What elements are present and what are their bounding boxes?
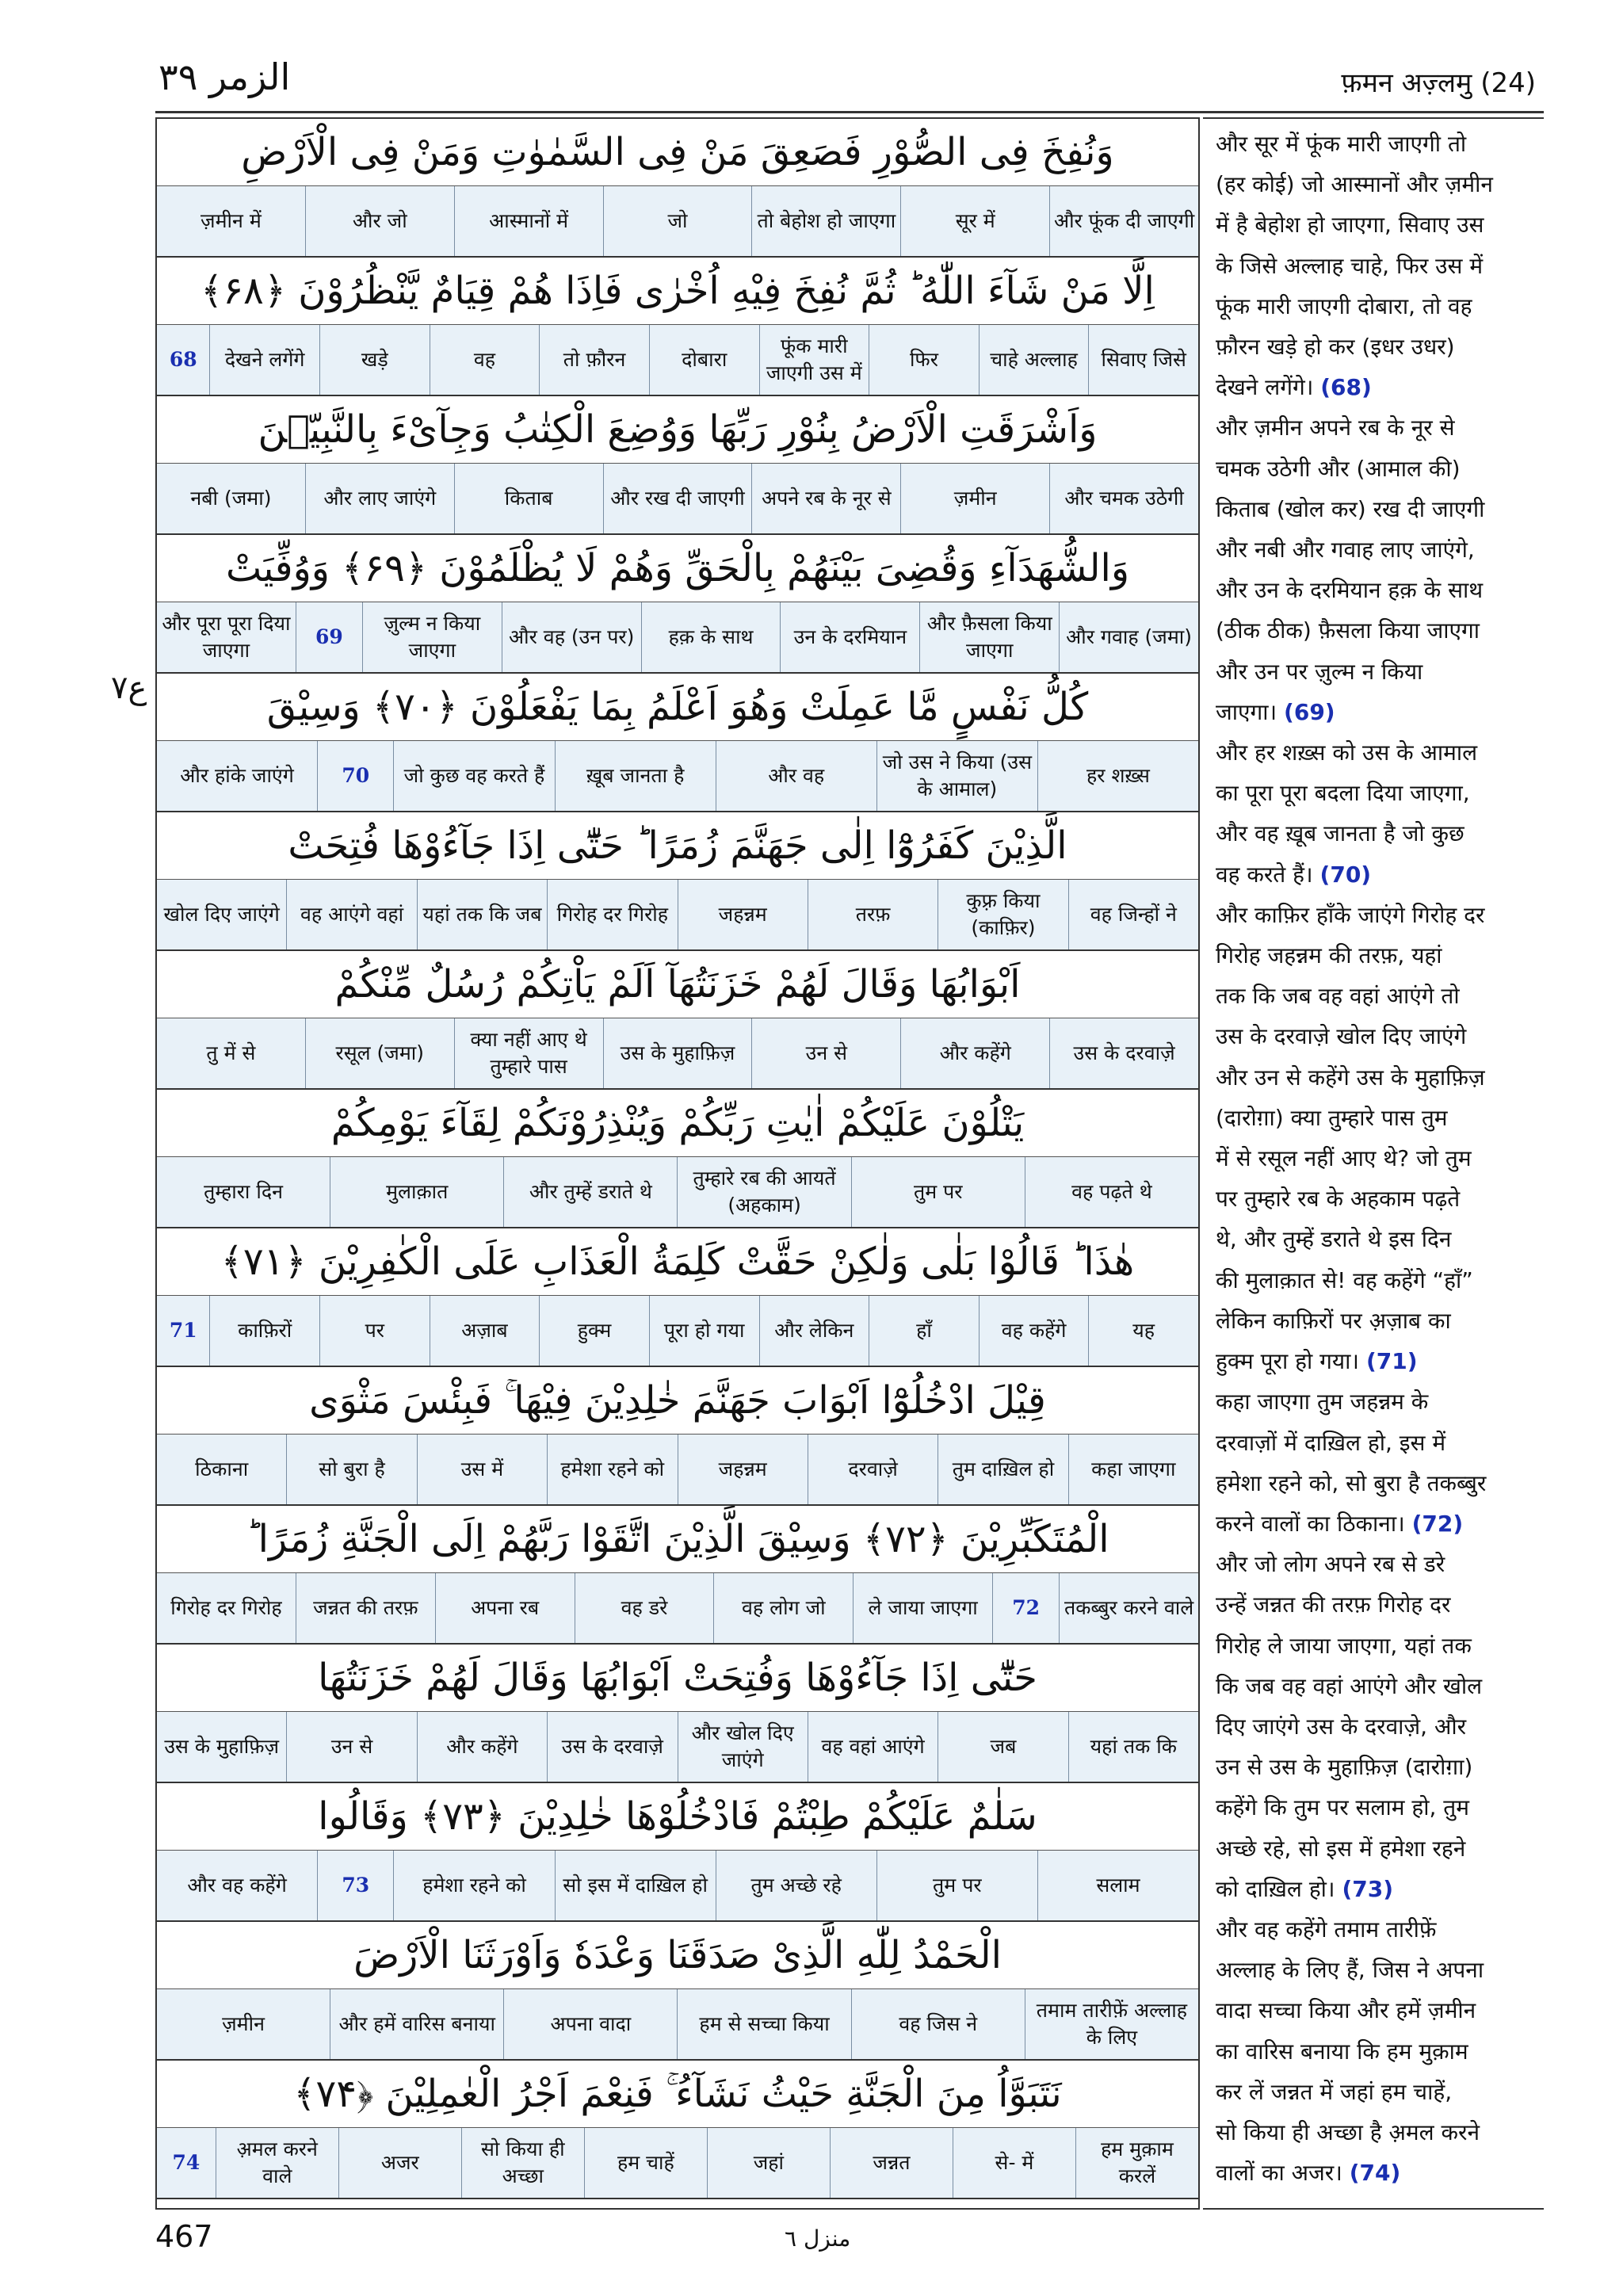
word-meaning-cell: और पूरा पूरा दिया जाएगा (162, 612, 291, 662)
arabic-verse-line: الْحَمْدُ لِلّٰهِ الَّذِىْ صَدَقَنَا وَعْدَهٗ وَاَوْرَثَنَا الْاَرْضَ (157, 1922, 1198, 1989)
translation-line: सो किया ही अच्छा है अ़मल करने (1216, 2118, 1480, 2145)
translation-line: वालों का अजर। (74) (1216, 2160, 1401, 2187)
word-meaning-cell: नबी (जमा) (190, 487, 272, 510)
translation-line: में है बेहोश हो जाएगा, सिवाए उस (1216, 212, 1484, 239)
word-translation-row (157, 1157, 1198, 1228)
word-meaning-cell: वह पढ़ते थे (1025, 1157, 1198, 1227)
verse-number-cell: 73 (317, 1851, 393, 1920)
word-meaning-cell: जो कुछ वह करते हैं (393, 741, 554, 811)
header-rule (155, 111, 1544, 113)
translation-line: कर लें जन्नत में जहां हम चाहें, (1216, 2078, 1453, 2105)
word-meaning-cell: और हमें वारिस बनाया (330, 1989, 503, 2059)
translation-line: तक कि जब वह वहां आएंगे तो (1216, 983, 1460, 1010)
word-meaning-cell: वह लोग जो (713, 1573, 853, 1643)
translation-line: गिरोह ले जाया जाएगा, यहां तक (1216, 1632, 1472, 1659)
word-meaning-cell: तो बेहोश हो जाएगा (751, 186, 900, 256)
word-meaning-cell: उस के दरवाज़े (547, 1712, 677, 1782)
translation-line: अल्लाह के लिए हैं, जिस ने अपना (1216, 1957, 1484, 1984)
word-meaning-cell: ज़मीन (900, 464, 1049, 533)
translation-line: और हर शख़्स को उस के आमाल (1216, 739, 1478, 766)
manzil-label: منزل ٦ (785, 2225, 851, 2252)
word-meaning-cell: सो बुरा है (286, 1435, 416, 1504)
translation-line: और वह कहेंगे तमाम तारीफ़ें (1216, 1916, 1437, 1943)
word-meaning-cell: काफ़िरों (209, 1296, 319, 1366)
word-meaning-cell: सलाम (1037, 1851, 1198, 1920)
translation-line: दिए जाएंगे उस के दरवाज़े, और (1216, 1713, 1467, 1740)
word-translation-row (157, 1851, 1198, 1922)
word-translation-row (157, 2128, 1198, 2199)
translation-line: कहेंगे कि तुम पर सलाम हो, तुम (1216, 1794, 1469, 1821)
word-meaning-cell: अपना वादा (503, 1989, 677, 2059)
translation-line: कि जब वह वहां आएंगे और खोल (1216, 1672, 1483, 1699)
word-meaning-cell: जन्नत (830, 2128, 953, 2198)
arabic-verse-line: الْمُتَكَبِّرِيْنَ ﴿۷۲﴾ وَسِيْقَ الَّذِيْنَ اتَّقَوْا رَبَّهُمْ اِلَى الْجَنَّةِ زُمَرًا ؕ (157, 1506, 1198, 1573)
word-meaning-cell: वह जिन्हों ने (1068, 880, 1198, 949)
word-meaning-cell: यहां तक कि जब (417, 880, 547, 949)
translation-line: के जिसे अल्लाह चाहे, फिर उस में (1216, 252, 1484, 279)
juz-header: फ़मन अज़्लमु (24) (1341, 67, 1536, 99)
word-meaning-cell: तुम पर (851, 1157, 1025, 1227)
word-translation-row (157, 325, 1198, 396)
translation-line: हुक्म पूरा हो गया। (71) (1216, 1348, 1418, 1375)
word-meaning-cell: वह जिस ने (851, 1989, 1025, 2059)
word-meaning-cell: मुलाक़ात (330, 1157, 503, 1227)
word-meaning-cell: उन के दरमियान (780, 602, 919, 672)
word-meaning-cell: ज़ुल्म न किया जाएगा (362, 602, 502, 672)
translation-line: उस के दरवाज़े खोल दिए जाएंगे (1216, 1023, 1467, 1050)
translation-line: पर तुम्हारे रब के अहकाम पढ़ते (1216, 1186, 1461, 1213)
word-meaning-cell: और लाए जाएंगे (305, 464, 454, 533)
word-meaning-cell: दोबारा (649, 325, 759, 395)
translation-line: लेकिन काफ़िरों पर अ़ज़ाब का (1216, 1307, 1451, 1334)
word-meaning-cell: जो उस ने किया (उस के आमाल) (876, 741, 1037, 811)
word-translation-row (157, 880, 1198, 951)
word-by-word-grid (155, 117, 1200, 2210)
word-meaning-cell: तमाम तारीफ़ें अल्लाह के लिए (1025, 1989, 1198, 2059)
word-meaning-cell: कहा जाएगा (1068, 1435, 1198, 1504)
verse-number-cell: 74 (172, 2151, 200, 2174)
word-meaning-cell: उस के मुहाफ़िज़ (603, 1018, 752, 1088)
word-translation-row (157, 1712, 1198, 1783)
word-translation-row (157, 1296, 1198, 1367)
word-translation-row (157, 1435, 1198, 1506)
word-meaning-cell: हम चाहें (584, 2128, 707, 2198)
word-meaning-cell: यह (1088, 1296, 1198, 1366)
word-meaning-cell: सिवाए जिसे (1088, 325, 1198, 395)
verse-number-cell: 69 (296, 602, 362, 672)
word-meaning-cell: और कहेंगे (900, 1018, 1049, 1088)
translation-line: (दारोग़ा) क्या तुम्हारे पास तुम (1216, 1104, 1448, 1131)
word-meaning-cell: और चमक उठेगी (1049, 464, 1198, 533)
word-meaning-cell: अजर (338, 2128, 461, 2198)
arabic-verse-line: سَلٰمٌ عَلَيْكُمْ طِبْتُمْ فَادْخُلُوْهَا خٰلِدِيْنَ ﴿۷۳﴾ وَقَالُوا (157, 1783, 1198, 1851)
translation-line: चमक उठेगी और (आमाल की) (1216, 455, 1461, 482)
translation-line: और जो लोग अपने रब से डरे (1216, 1551, 1445, 1578)
word-meaning-cell: और वह (उन पर) (502, 602, 641, 672)
arabic-verse-line: اَبْوَابُهَا وَقَالَ لَهُمْ خَزَنَتُهَآ اَلَمْ يَاْتِكُمْ رُسُلٌ مِّنْكُمْ (157, 951, 1198, 1018)
word-meaning-cell: और गवाह (जमा) (1059, 602, 1198, 672)
word-meaning-cell: फूंक मारी जाएगी उस में (759, 325, 869, 395)
word-meaning-cell: अपना रब (435, 1573, 575, 1643)
word-meaning-cell: हक़ के साथ (641, 602, 781, 672)
word-meaning-cell: ठिकाना (195, 1457, 249, 1480)
word-translation-row (157, 464, 1198, 535)
word-meaning-cell: तु में से (206, 1041, 256, 1064)
arabic-verse-line: وَاَشْرَقَتِ الْاَرْضُ بِنُوْرِ رَبِّهَا وَوُضِعَ الْكِتٰبُ وَجِآىْءَ بِالنَّبِيّٖنَ (157, 396, 1198, 464)
word-meaning-cell: तुम अच्छे रहे (716, 1851, 876, 1920)
word-meaning-cell: अपने रब के नूर से (751, 464, 900, 533)
word-meaning-cell: अ़मल करने वाले (216, 2128, 338, 2198)
translation-line: वह करते हैं। (70) (1216, 861, 1372, 888)
word-meaning-cell: और रख दी जाएगी (603, 464, 752, 533)
word-translation-row (157, 1573, 1198, 1645)
word-meaning-cell: हम मुक़ाम करलें (1075, 2128, 1198, 2198)
word-meaning-cell: उस के दरवाज़े (1049, 1018, 1198, 1088)
verse-number-cell: 68 (169, 348, 197, 371)
arabic-verse-line: يَتْلُوْنَ عَلَيْكُمْ اٰيٰتِ رَبِّكُمْ وَيُنْذِرُوْنَكُمْ لِقَآءَ يَوْمِكُمْ (157, 1090, 1198, 1157)
translation-line: और ज़मीन अपने रब के नूर से (1216, 415, 1455, 441)
word-meaning-cell: और लेकिन (759, 1296, 869, 1366)
translation-line: कहा जाएगा तुम जहन्नम के (1216, 1389, 1429, 1415)
translation-line: फ़ौरन खड़े हो कर (इधर उधर) (1216, 334, 1455, 361)
translation-column (1203, 117, 1544, 2210)
page-number: 467 (155, 2219, 213, 2254)
word-meaning-cell: ख़ूब जानता है (555, 741, 716, 811)
word-meaning-cell: पूरा हो गया (649, 1296, 759, 1366)
word-meaning-cell: हमेशा रहने को (393, 1851, 554, 1920)
arabic-verse-line: كُلُّ نَفْسٍ مَّا عَمِلَتْ وَهُوَ اَعْلَمُ بِمَا يَفْعَلُوْنَ ﴿۷۰﴾ وَسِيْقَ (157, 674, 1198, 741)
translation-line: और नबी और गवाह लाए जाएंगे, (1216, 537, 1475, 563)
word-meaning-cell: सो किया ही अच्छा (461, 2128, 584, 2198)
word-meaning-cell: तुम्हारा दिन (204, 1180, 283, 1203)
translation-line: उन्हें जन्नत की तरफ़ गिरोह दर (1216, 1591, 1451, 1618)
translation-line: और उन पर ज़ुल्म न किया (1216, 658, 1423, 685)
translation-line: और उन से कहेंगे उस के मुहाफ़िज़ (1216, 1064, 1485, 1091)
word-meaning-cell: तुम पर (876, 1851, 1037, 1920)
word-meaning-cell: जहां (707, 2128, 830, 2198)
word-meaning-cell: और वह (716, 741, 876, 811)
word-meaning-cell: गिरोह दर गिरोह (547, 880, 677, 949)
word-meaning-cell: किताब (454, 464, 603, 533)
word-meaning-cell: दरवाज़े (808, 1435, 938, 1504)
word-meaning-cell: हुक्म (539, 1296, 649, 1366)
translation-line: और काफ़िर हाँके जाएंगे गिरोह दर (1216, 901, 1485, 928)
word-meaning-cell: ज़मीन में (200, 209, 262, 232)
word-meaning-cell: से- में (953, 2128, 1075, 2198)
word-meaning-cell: और जो (305, 186, 454, 256)
word-translation-row (157, 1018, 1198, 1090)
translation-line: और उन के दरमियान हक़ के साथ (1216, 577, 1484, 604)
word-meaning-cell: वह (430, 325, 540, 395)
arabic-verse-line: اِلَّا مَنْ شَآءَ اللّٰهُ ؕ ثُمَّ نُفِخَ فِيْهِ اُخْرٰى فَاِذَا هُمْ قِيَامٌ يَّنْظُرُوْنَ ﴿۶۸﴾ (157, 258, 1198, 325)
translation-line: और सूर में फूंक मारी जाएगी तो (1216, 131, 1467, 157)
translation-line: को दाख़िल हो। (73) (1216, 1875, 1394, 1902)
word-meaning-cell: उस में (417, 1435, 547, 1504)
word-meaning-cell: पर (319, 1296, 430, 1366)
word-meaning-cell: फिर (869, 325, 979, 395)
word-meaning-cell: जहन्नम (678, 880, 808, 949)
translation-line: में से रसूल नहीं आए थे? जो तुम (1216, 1145, 1472, 1172)
word-meaning-cell: ज़मीन (222, 2012, 265, 2035)
word-meaning-cell: उस के मुहाफ़िज़ (164, 1735, 280, 1758)
word-meaning-cell: और फूंक दी जाएगी (1049, 186, 1198, 256)
word-meaning-cell: तुम्हारे रब की आयतें (अहकाम) (677, 1157, 850, 1227)
word-meaning-cell: देखने लगेंगे (209, 325, 319, 395)
word-meaning-cell: जन्नत की तरफ़ (296, 1573, 435, 1643)
translation-line: की मुलाक़ात से! वह कहेंगे “हाँ” (1216, 1266, 1473, 1293)
word-meaning-cell: तो फ़ौरन (539, 325, 649, 395)
arabic-verse-line: قِيْلَ ادْخُلُوْٓا اَبْوَابَ جَهَنَّمَ خٰلِدِيْنَ فِيْهَا ۚ فَبِئْسَ مَثْوَى (157, 1367, 1198, 1435)
word-translation-row (157, 741, 1198, 812)
translation-line: फूंक मारी जाएगी दोबारा, तो वह (1216, 292, 1472, 319)
word-meaning-cell: वह वहां आएंगे (808, 1712, 938, 1782)
translation-line: थे, और तुम्हें डराते थे इस दिन (1216, 1226, 1452, 1253)
word-translation-row (157, 186, 1198, 258)
word-meaning-cell: जब (938, 1712, 1067, 1782)
word-meaning-cell: उन से (751, 1018, 900, 1088)
word-meaning-cell: रसूल (जमा) (305, 1018, 454, 1088)
word-meaning-cell: गिरोह दर गिरोह (170, 1596, 282, 1619)
word-meaning-cell: जहन्नम (678, 1435, 808, 1504)
translation-line: देखने लगेंगे। (68) (1216, 374, 1372, 401)
word-meaning-cell: वह डरे (575, 1573, 714, 1643)
word-meaning-cell: आस्मानों में (454, 186, 603, 256)
verse-number-cell: 72 (992, 1573, 1059, 1643)
word-meaning-cell: और तुम्हें डराते थे (503, 1157, 677, 1227)
translation-line: वादा सच्चा किया और हमें ज़मीन (1216, 1997, 1476, 2024)
translation-line: (हर कोई) जो आस्मानों और ज़मीन (1216, 171, 1493, 198)
arabic-verse-line: وَالشُّهَدَآءِ وَقُضِىَ بَيْنَهُمْ بِالْحَقِّ وَهُمْ لَا يُظْلَمُوْنَ ﴿۶۹﴾ وَوُفِّيَتْ (157, 535, 1198, 602)
translation-line: दरवाज़ों में दाख़िल हो, इस में (1216, 1429, 1446, 1456)
translation-line: किताब (खोल कर) रख दी जाएगी (1216, 495, 1485, 522)
word-meaning-cell: क्या नहीं आए थे तुम्हारे पास (454, 1018, 603, 1088)
word-meaning-cell: कुफ़्र किया (काफ़िर) (938, 880, 1067, 949)
translation-line: जाएगा। (69) (1216, 698, 1335, 725)
translation-line: हमेशा रहने को, सो बुरा है तकब्बुर (1216, 1469, 1487, 1496)
word-meaning-cell: वह कहेंगे (979, 1296, 1089, 1366)
translation-line: गिरोह जहन्नम की तरफ़, यहां (1216, 942, 1442, 969)
translation-line: का वारिस बनाया कि हम मुक़ाम (1216, 2038, 1468, 2065)
arabic-verse-line: نَتَبَوَّاُ مِنَ الْجَنَّةِ حَيْثُ نَشَآءُ ۚ فَنِعْمَ اَجْرُ الْعٰمِلِيْنَ ﴿۷۴﴾ (157, 2061, 1198, 2128)
word-meaning-cell: हर शख़्स (1037, 741, 1198, 811)
translation-line: (ठीक ठीक) फ़ैसला किया जाएगा (1216, 617, 1480, 644)
surah-header: الزمر ٣٩ (158, 55, 291, 98)
word-meaning-cell: खड़े (319, 325, 430, 395)
translation-line: और वह ख़ूब जानता है जो कुछ (1216, 820, 1465, 847)
arabic-verse-line: وَنُفِخَ فِى الصُّوْرِ فَصَعِقَ مَنْ فِى السَّمٰوٰتِ وَمَنْ فِى الْاَرْضِ (157, 119, 1198, 186)
word-meaning-cell: और कहेंगे (417, 1712, 547, 1782)
verse-number-cell: 71 (169, 1319, 197, 1342)
word-meaning-cell: और वह कहेंगे (187, 1874, 287, 1897)
ruku-mark: ع٧ (111, 670, 147, 706)
arabic-verse-line: هٰذَا ؕ قَالُوْا بَلٰى وَلٰكِنْ حَقَّتْ كَلِمَةُ الْعَذَابِ عَلَى الْكٰفِرِيْنَ ﴿۷۱﴾ (157, 1228, 1198, 1296)
verse-number-cell: 70 (317, 741, 393, 811)
arabic-verse-line: حَتّٰٓى اِذَا جَآءُوْهَا وَفُتِحَتْ اَبْوَابُهَا وَقَالَ لَهُمْ خَزَنَتُهَا (157, 1645, 1198, 1712)
arabic-verse-line: الَّذِيْنَ كَفَرُوْٓا اِلٰى جَهَنَّمَ زُمَرًا ؕ حَتّٰٓى اِذَا جَآءُوْهَا فُتِحَتْ (157, 812, 1198, 880)
word-meaning-cell: वह आएंगे वहां (286, 880, 416, 949)
word-meaning-cell: तकब्बुर करने वाले (1059, 1573, 1198, 1643)
word-translation-row (157, 602, 1198, 674)
word-meaning-cell: तरफ़ (808, 880, 938, 949)
word-meaning-cell: अज़ाब (430, 1296, 540, 1366)
word-meaning-cell: ले जाया जाएगा (853, 1573, 992, 1643)
word-meaning-cell: यहां तक कि (1068, 1712, 1198, 1782)
word-meaning-cell: और हांके जाएंगे (180, 764, 294, 787)
translation-line: अच्छे रहे, सो इस में हमेशा रहने (1216, 1835, 1466, 1862)
word-meaning-cell: तुम दाख़िल हो (938, 1435, 1067, 1504)
word-meaning-cell: उन से (286, 1712, 416, 1782)
word-meaning-cell: जो (603, 186, 752, 256)
word-meaning-cell: सो इस में दाख़िल हो (555, 1851, 716, 1920)
word-meaning-cell: और फ़ैसला किया जाएगा (919, 602, 1059, 672)
translation-line: करने वालों का ठिकाना। (72) (1216, 1510, 1464, 1537)
word-meaning-cell: चाहे अल्लाह (979, 325, 1089, 395)
word-meaning-cell: हमेशा रहने को (547, 1435, 677, 1504)
translation-line: का पूरा पूरा बदला दिया जाएगा, (1216, 780, 1470, 807)
word-translation-row (157, 1989, 1198, 2061)
word-meaning-cell: और खोल दिए जाएंगे (678, 1712, 808, 1782)
word-meaning-cell: खोल दिए जाएंगे (163, 903, 280, 926)
word-meaning-cell: हम से सच्चा किया (677, 1989, 850, 2059)
word-meaning-cell: सूर में (900, 186, 1049, 256)
translation-line: उन से उस के मुहाफ़िज़ (दारोग़ा) (1216, 1754, 1473, 1781)
word-meaning-cell: हाँ (869, 1296, 979, 1366)
